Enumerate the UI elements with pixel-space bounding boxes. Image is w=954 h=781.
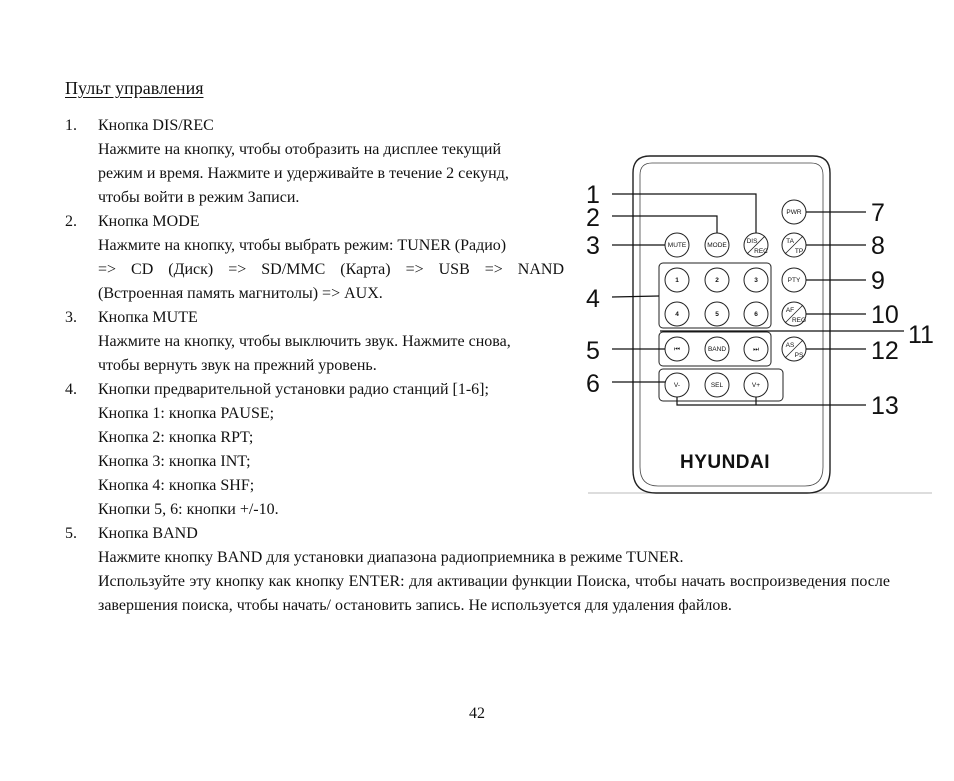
- item-title: Кнопка MODE: [98, 213, 200, 230]
- af-reg-button[interactable]: [782, 302, 806, 326]
- rec-label: REC: [754, 248, 768, 255]
- item-text: Кнопки 5, 6: кнопки +/-10.: [98, 501, 279, 518]
- next-track-icon: ⏭: [753, 346, 759, 353]
- item-text: чтобы вернуть звук на прежний уровень.: [98, 357, 377, 374]
- item-number: 3.: [65, 309, 77, 326]
- callout-1: 1: [586, 181, 600, 209]
- item-text: => CD (Диск) => SD/MMC (Карта) => USB => NAND: [98, 261, 564, 278]
- prev-track-button[interactable]: [665, 337, 689, 361]
- callout-9: 9: [871, 267, 885, 295]
- mode-button[interactable]: [705, 233, 729, 257]
- pwr-label: PWR: [786, 209, 802, 216]
- mode-label: MODE: [707, 242, 727, 249]
- callout-3: 3: [586, 232, 600, 260]
- item-title: Кнопка DIS/REC: [98, 117, 214, 134]
- item-text: Нажмите на кнопку, чтобы выключить звук. Нажмите снова,: [98, 333, 511, 350]
- pwr-button[interactable]: [782, 200, 806, 224]
- tp-label: TP: [794, 248, 804, 255]
- preset-6-label: 6: [754, 311, 758, 318]
- preset-5-button[interactable]: [705, 302, 729, 326]
- item-text: Нажмите на кнопку, чтобы выбрать режим: TUNER (Радио): [98, 237, 507, 254]
- af-label: AF: [785, 307, 795, 314]
- band-button[interactable]: [705, 337, 729, 361]
- prev-track-icon: ⏮: [674, 346, 680, 353]
- item-text: Кнопка 3: кнопка INT;: [98, 453, 251, 470]
- item-text: Используйте эту кнопку как кнопку ENTER: для активации функции Поиска, чтобы начать воспроизведения после завершения поиска, чтобы начать/ остановить запись. Не используется для удаления файлов.: [98, 573, 890, 614]
- preset-3-label: 3: [754, 277, 758, 284]
- mute-button[interactable]: [665, 233, 689, 257]
- volume-up-button[interactable]: [744, 373, 768, 397]
- volume-down-label: V-: [673, 382, 681, 389]
- item-title: Кнопка MUTE: [98, 309, 198, 326]
- item-text: (Встроенная память магнитолы) => AUX.: [98, 285, 383, 302]
- dis-label: DIS: [746, 238, 758, 245]
- item-text: Кнопка 1: кнопка PAUSE;: [98, 405, 275, 422]
- item-number: 2.: [65, 213, 77, 230]
- preset-4-label: 4: [675, 311, 679, 318]
- preset-2-button[interactable]: [705, 268, 729, 292]
- callout-2: 2: [586, 204, 600, 232]
- callout-8: 8: [871, 232, 885, 260]
- band-label: BAND: [707, 346, 727, 353]
- preset-3-button[interactable]: [744, 268, 768, 292]
- sel-button[interactable]: [705, 373, 729, 397]
- callout-5: 5: [586, 337, 600, 365]
- dis-rec-button[interactable]: [744, 233, 768, 257]
- as-label: AS: [785, 342, 795, 349]
- callout-10: 10: [871, 301, 899, 329]
- ta-label: TA: [786, 238, 794, 245]
- item-text: Нажмите кнопку BAND для установки диапазона радиоприемника в режиме TUNER.: [98, 549, 684, 566]
- brand-logo: HYUNDAI: [679, 452, 771, 473]
- page-title: Пульт управления: [65, 78, 204, 98]
- ta-tp-button[interactable]: [782, 233, 806, 257]
- volume-up-label: V+: [751, 382, 761, 389]
- item-title: Кнопки предварительной установки радио станций [1-6];: [98, 381, 489, 398]
- pty-button[interactable]: [782, 268, 806, 292]
- item-number: 4.: [65, 381, 77, 398]
- item-text: чтобы войти в режим Записи.: [98, 189, 300, 206]
- item-text: Кнопка 4: кнопка SHF;: [98, 477, 255, 494]
- item-number: 1.: [65, 117, 77, 134]
- item-text: режим и время. Нажмите и удерживайте в течение 2 секунд,: [98, 165, 509, 182]
- preset-4-button[interactable]: [665, 302, 689, 326]
- item-title: Кнопка BAND: [98, 525, 198, 542]
- item-number: 5.: [65, 525, 77, 542]
- reg-label: REG: [791, 317, 807, 324]
- callout-13: 13: [871, 392, 899, 420]
- callout-7: 7: [871, 199, 885, 227]
- volume-down-button[interactable]: [665, 373, 689, 397]
- callout-4: 4: [586, 285, 600, 313]
- preset-1-label: 1: [675, 277, 679, 284]
- mute-label: MUTE: [667, 242, 687, 249]
- as-ps-button[interactable]: [782, 337, 806, 361]
- remote-control-diagram: [580, 150, 935, 500]
- item-text: Кнопка 2: кнопка RPT;: [98, 429, 254, 446]
- callout-12: 12: [871, 337, 899, 365]
- callout-6: 6: [586, 370, 600, 398]
- next-track-button[interactable]: [744, 337, 768, 361]
- preset-2-label: 2: [715, 277, 719, 284]
- page-number: 42: [469, 705, 485, 722]
- pty-label: PTY: [787, 277, 801, 284]
- callout-11: 11: [908, 321, 934, 349]
- ps-label: PS: [794, 352, 804, 359]
- list-item: [65, 522, 890, 618]
- preset-6-button[interactable]: [744, 302, 768, 326]
- preset-1-button[interactable]: [665, 268, 689, 292]
- preset-5-label: 5: [715, 311, 719, 318]
- sel-label: SEL: [710, 382, 724, 389]
- item-text: Нажмите на кнопку, чтобы отобразить на дисплее текущий: [98, 141, 502, 158]
